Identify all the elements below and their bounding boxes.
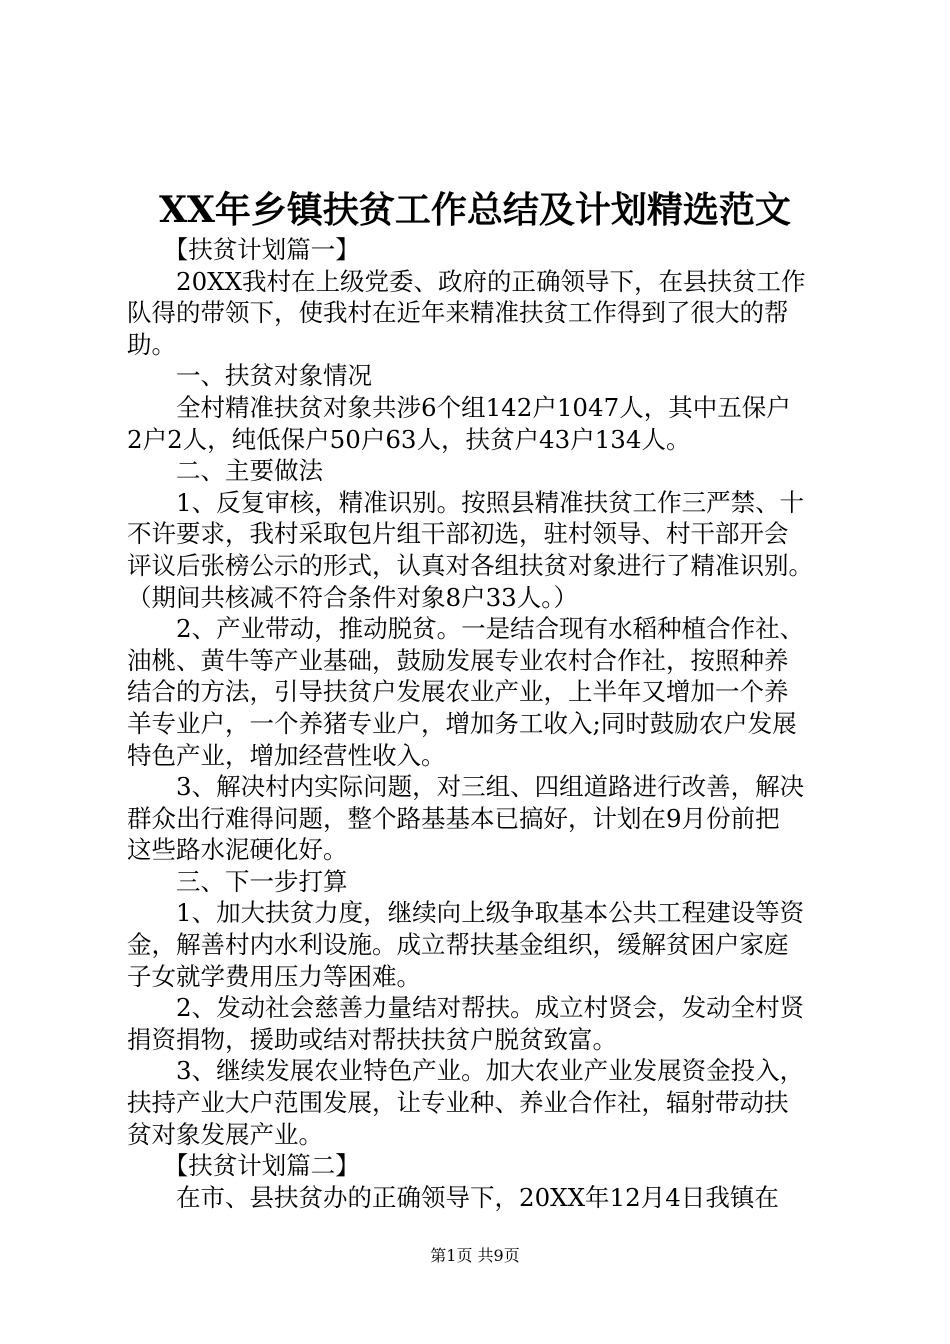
body-line: 【扶贫计划篇一】 xyxy=(127,235,360,264)
body-line: 评议后张榜公示的形式，认真对各组扶贫对象进行了精准识别。 xyxy=(127,550,813,580)
body-line: 结合的方法，引导扶贫户发展农业产业，上半年又增加一个养 xyxy=(127,677,789,707)
body-line: 不许要求，我村采取包片组干部初选，驻村领导、村干部开会 xyxy=(127,519,789,549)
body-line: 捐资捐物，援助或结对帮扶扶贫户脱贫致富。 xyxy=(127,1024,617,1054)
body-line: 群众出行难得问题，整个路基基本已搞好，计划在9月份前把 xyxy=(127,803,780,833)
body-line: 油桃、黄牛等产业基础，鼓励发展专业农村合作社，按照种养 xyxy=(127,645,789,675)
body-line: 全村精准扶贫对象共涉6个组142户1047人，其中五保户 xyxy=(127,392,791,422)
body-line: 队得的带领下，使我村在近年来精准扶贫工作得到了很大的帮 xyxy=(127,298,789,328)
body-line: 1、反复审核，精准识别。按照县精准扶贫工作三严禁、十 xyxy=(127,487,805,517)
body-line: 在市、县扶贫办的正确领导下，20XX年12月4日我镇在 xyxy=(127,1182,779,1212)
body-line: 子女就学费用压力等困难。 xyxy=(127,961,421,991)
body-line: 20XX我村在上级党委、政府的正确领导下，在县扶贫工作 xyxy=(127,266,806,296)
body-line: 2、产业带动，推动脱贫。一是结合现有水稻种植合作社、 xyxy=(127,614,805,644)
body-line: 3、解决村内实际问题，对三组、四组道路进行改善，解决 xyxy=(127,772,805,802)
body-line: 三、下一步打算 xyxy=(127,866,348,896)
page-number-footer: 第1页 共9页 xyxy=(430,1246,520,1265)
body-line: 金，解善村内水利设施。成立帮扶基金组织，缓解贫困户家庭 xyxy=(127,930,789,960)
body-line: 【扶贫计划篇二】 xyxy=(127,1151,360,1181)
body-line: 1、加大扶贫力度，继续向上级争取基本公共工程建设等资 xyxy=(127,898,805,928)
body-line: 2户2人，纯低保户50户63人，扶贫户43户134人。 xyxy=(127,424,691,454)
body-line: 3、继续发展农业特色产业。加大农业产业发展资金投入， xyxy=(127,1056,805,1086)
body-line: 羊专业户，一个养猪专业户，增加务工收入;同时鼓励农户发展 xyxy=(127,708,797,738)
document-title: XX年乡镇扶贫工作总结及计划精选范文 xyxy=(159,189,791,231)
body-line: （期间共核减不符合条件对象8户33人。） xyxy=(127,582,579,612)
body-line: 这些路水泥硬化好。 xyxy=(127,835,348,865)
document-body xyxy=(127,234,833,1213)
body-line: 2、发动社会慈善力量结对帮扶。成立村贤会，发动全村贤 xyxy=(127,993,805,1023)
body-line: 特色产业，增加经营性收入。 xyxy=(127,740,446,770)
body-line: 助。 xyxy=(127,329,176,359)
body-line: 二、主要做法 xyxy=(127,456,323,486)
body-line: 扶持产业大户范围发展，让专业种、养业合作社，辐射带动扶 xyxy=(127,1088,789,1118)
body-line: 一、扶贫对象情况 xyxy=(127,361,372,391)
body-line: 贫对象发展产业。 xyxy=(127,1119,323,1149)
